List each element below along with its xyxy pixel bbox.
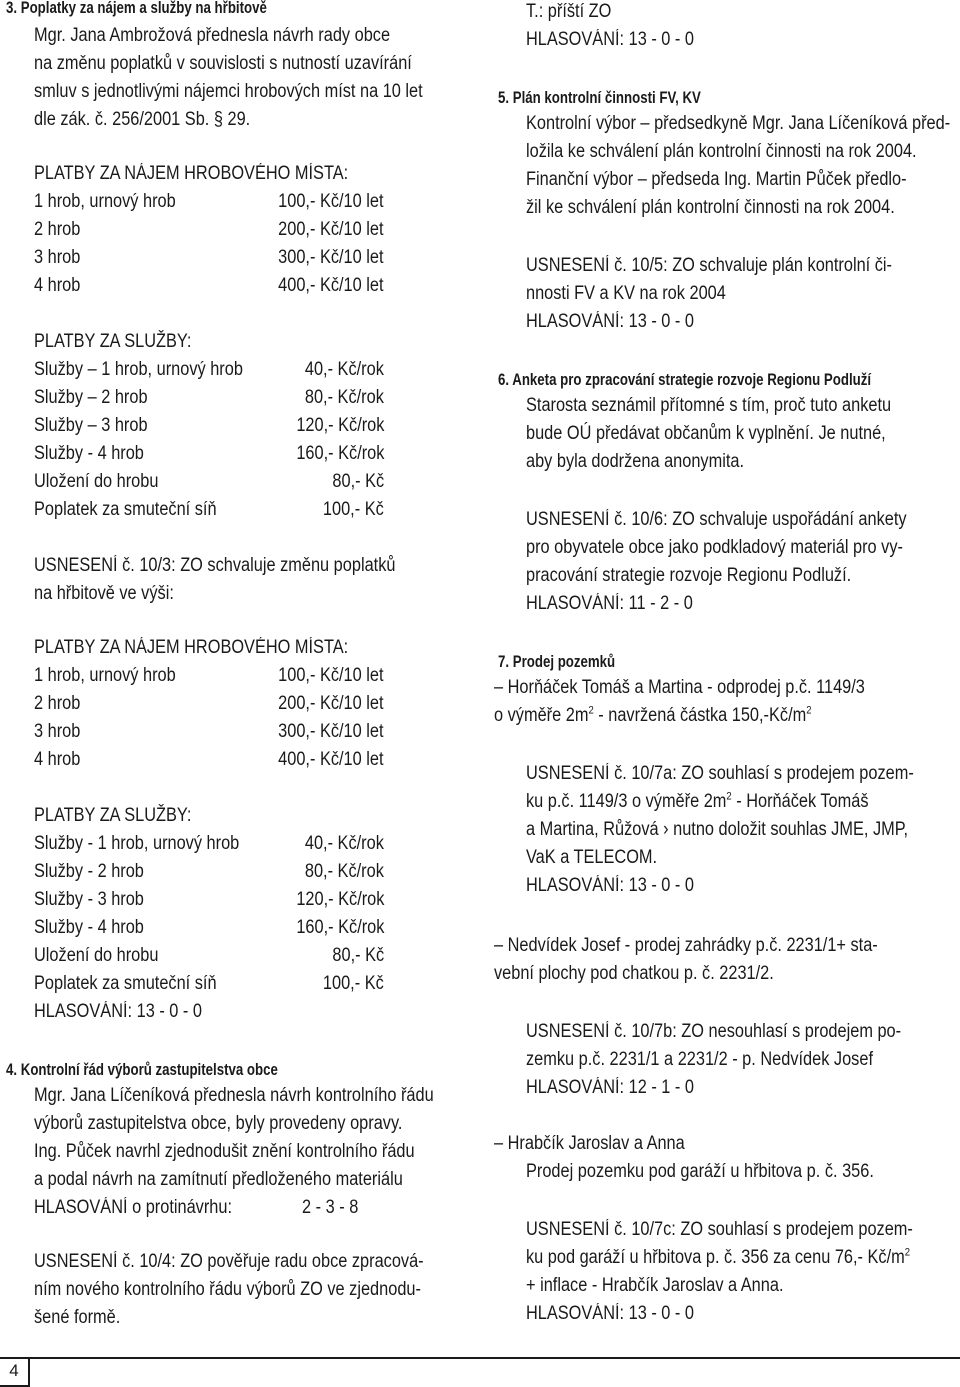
table-value: 120,- Kč/rok xyxy=(295,415,384,436)
table-title: PLATBY ZA SLUŽBY: xyxy=(34,805,192,826)
vote-line: HLASOVÁNÍ: 13 - 0 - 0 xyxy=(34,1001,203,1022)
table-label: Uložení do hrobu xyxy=(34,945,159,966)
resolution-line: HLASOVÁNÍ: 13 - 0 - 0 xyxy=(526,311,695,332)
table-label: Služby - 3 hrob xyxy=(34,889,144,910)
paragraph-line: žil ke schválení plán kontrolní činnosti na rok 2004. xyxy=(526,197,895,218)
section-title: 3. Poplatky za nájem a služby na hřbitově xyxy=(6,0,267,17)
table-value: 80,- Kč xyxy=(332,945,384,966)
table-label: Služby - 4 hrob xyxy=(34,443,144,464)
paragraph-line: Mgr. Jana Ambrožová přednesla návrh rady obce xyxy=(34,25,391,46)
table-label: 4 hrob xyxy=(34,275,81,296)
table-value: 100,- Kč xyxy=(323,499,384,520)
paragraph-line: vební plochy pod chatkou p. č. 2231/2. xyxy=(494,963,774,984)
table-label: 3 hrob xyxy=(34,721,81,742)
table-label: Poplatek za smuteční síň xyxy=(34,499,217,520)
table-value: 200,- Kč/10 let xyxy=(278,219,384,240)
table-value: 100,- Kč/10 let xyxy=(278,665,384,686)
resolution-line: HLASOVÁNÍ: 13 - 0 - 0 xyxy=(526,1303,695,1324)
table-value: 400,- Kč/10 let xyxy=(278,749,384,770)
resolution-line: šené formě. xyxy=(34,1307,121,1328)
table-value: 80,- Kč/rok xyxy=(304,861,384,882)
resolution-line: nnosti FV a KV na rok 2004 xyxy=(526,283,726,304)
table-value: 120,- Kč/rok xyxy=(295,889,384,910)
table-value: 200,- Kč/10 let xyxy=(278,693,384,714)
section-title: 5. Plán kontrolní činnosti FV, KV xyxy=(498,88,701,107)
table-value: 100,- Kč xyxy=(323,973,384,994)
paragraph-line: bude OÚ předávat občanům k vyplnění. Je nutné, xyxy=(526,423,886,444)
table-value: 160,- Kč/rok xyxy=(295,917,384,938)
resolution-line: HLASOVÁNÍ: 12 - 1 - 0 xyxy=(526,1077,695,1098)
table-label: Služby – 1 hrob, urnový hrob xyxy=(34,359,243,380)
table-title: PLATBY ZA NÁJEM HROBOVÉHO MÍSTA: xyxy=(34,163,349,184)
table-label: Služby – 2 hrob xyxy=(34,387,148,408)
table-value: 80,- Kč/rok xyxy=(304,387,384,408)
resolution-line: ku pod garáží u hřbitova p. č. 356 za cenu 76,- $Kč/m^2$ xyxy=(526,1246,911,1268)
table-value: 80,- Kč xyxy=(332,471,384,492)
resolution-line: USNESENÍ č. 10/6: ZO schvaluje uspořádání ankety xyxy=(526,509,907,530)
table-value: 300,- Kč/10 let xyxy=(278,721,384,742)
vote-label: HLASOVÁNÍ o protinávrhu: xyxy=(34,1197,232,1218)
table-label: 4 hrob xyxy=(34,749,81,770)
table-label: Služby - 1 hrob, urnový hrob xyxy=(34,833,240,854)
table-label: 1 hrob, urnový hrob xyxy=(34,191,176,212)
resolution-line: ním nového kontrolního řádu výborů ZO ve zjednodu- xyxy=(34,1279,421,1300)
resolution-line: zemku p.č. 2231/1 a 2231/2 - p. Nedvídek Josef xyxy=(526,1049,873,1070)
paragraph-line: – Nedvídek Josef - prodej zahrádky p.č. 2231/1+ sta- xyxy=(494,935,878,956)
section-title: 4. Kontrolní řád výborů zastupitelstva obce xyxy=(6,1060,278,1079)
paragraph-line: – Hrabčík Jaroslav a Anna xyxy=(494,1133,685,1154)
resolution-line: + inflace - Hrabčík Jaroslav a Anna. xyxy=(526,1275,784,1296)
resolution-line: HLASOVÁNÍ: 13 - 0 - 0 xyxy=(526,875,695,896)
paragraph-line: Prodej pozemku pod garáží u hřbitova p. č. 356. xyxy=(526,1161,874,1182)
table-title: PLATBY ZA NÁJEM HROBOVÉHO MÍSTA: xyxy=(34,637,349,658)
resolution-line: a Martina, Růžová › nutno doložit souhlas JME, JMP, xyxy=(526,819,909,840)
paragraph-line: na změnu poplatků v souvislosti s nutností uzavírání xyxy=(34,53,412,74)
table-label: Poplatek za smuteční síň xyxy=(34,973,217,994)
table-value: 40,- Kč/rok xyxy=(304,833,384,854)
table-label: Služby – 3 hrob xyxy=(34,415,148,436)
resolution-line: HLASOVÁNÍ: 11 - 2 - 0 xyxy=(526,593,693,614)
vote-value: 2 - 3 - 8 xyxy=(302,1197,359,1218)
resolution-line: USNESENÍ č. 10/4: ZO pověřuje radu obce zpracová- xyxy=(34,1251,424,1272)
resolution-line: pracování strategie rozvoje Regionu Podluží. xyxy=(526,565,852,586)
table-label: Služby - 2 hrob xyxy=(34,861,144,882)
resolution-line: VaK a TELECOM. xyxy=(526,847,658,868)
paragraph-line: o výměře $2m^2$ - navržená částka $150,-Kč/m^2$ xyxy=(494,704,812,726)
resolution-line: USNESENÍ č. 10/3: ZO schvaluje změnu poplatků xyxy=(34,555,396,576)
paragraph-line: aby byla dodržena anonymita. xyxy=(526,451,745,472)
table-value: 100,- Kč/10 let xyxy=(278,191,384,212)
paragraph-line: Ing. Půček navrhl zjednodušit znění kontrolního řádu xyxy=(34,1141,415,1162)
resolution-line: pro obyvatele obce jako podkladový materiál pro vy- xyxy=(526,537,903,558)
paragraph-line: ložila ke schválení plán kontrolní činnosti na rok 2004. xyxy=(526,141,917,162)
resolution-line: USNESENÍ č. 10/7c: ZO souhlasí s prodejem pozem- xyxy=(526,1219,913,1240)
page-number: 4 xyxy=(0,1357,30,1387)
table-label: 3 hrob xyxy=(34,247,81,268)
table-label: Služby - 4 hrob xyxy=(34,917,144,938)
paragraph-line: výborů zastupitelstva obce, byly provedeny opravy. xyxy=(34,1113,403,1134)
table-label: 1 hrob, urnový hrob xyxy=(34,665,176,686)
paragraph-line: dle zák. č. 256/2001 Sb. § 29. xyxy=(34,109,251,130)
paragraph-line: Mgr. Jana Líčeníková přednesla návrh kontrolního řádu xyxy=(34,1085,434,1106)
resolution-line: na hřbitově ve výši: xyxy=(34,583,174,604)
paragraph-line: smluv s jednotlivými nájemci hrobových míst na 10 let xyxy=(34,81,423,102)
resolution-line: ku p.č. 1149/3 o výměře $2m^2$ - Horňáček Tomáš xyxy=(526,790,869,812)
paragraph-line: Starosta seznámil přítomné s tím, proč tuto anketu xyxy=(526,395,892,416)
table-value: 40,- Kč/rok xyxy=(304,359,384,380)
text-line: T.: příští ZO xyxy=(526,1,612,22)
text-line: HLASOVÁNÍ: 13 - 0 - 0 xyxy=(526,29,695,50)
table-value: 160,- Kč/rok xyxy=(295,443,384,464)
table-value: 400,- Kč/10 let xyxy=(278,275,384,296)
paragraph-line: Kontrolní výbor – předsedkyně Mgr. Jana Líčeníková před- xyxy=(526,113,951,134)
table-label: Uložení do hrobu xyxy=(34,471,159,492)
table-value: 300,- Kč/10 let xyxy=(278,247,384,268)
section-title: 6. Anketa pro zpracování strategie rozvoje Regionu Podluží xyxy=(498,370,872,389)
table-label: 2 hrob xyxy=(34,219,81,240)
paragraph-line: – Horňáček Tomáš a Martina - odprodej p.č. 1149/3 xyxy=(494,677,865,698)
footer-rule xyxy=(0,1357,960,1359)
resolution-line: USNESENÍ č. 10/7a: ZO souhlasí s prodejem pozem- xyxy=(526,763,914,784)
resolution-line: USNESENÍ č. 10/7b: ZO nesouhlasí s prodejem po- xyxy=(526,1021,902,1042)
paragraph-line: a podal návrh na zamítnutí předloženého materiálu xyxy=(34,1169,403,1190)
resolution-line: USNESENÍ č. 10/5: ZO schvaluje plán kontrolní či- xyxy=(526,255,892,276)
paragraph-line: Finanční výbor – předseda Ing. Martin Půček předlo- xyxy=(526,169,907,190)
table-label: 2 hrob xyxy=(34,693,81,714)
section-title: 7. Prodej pozemků xyxy=(498,652,616,671)
table-title: PLATBY ZA SLUŽBY: xyxy=(34,331,192,352)
